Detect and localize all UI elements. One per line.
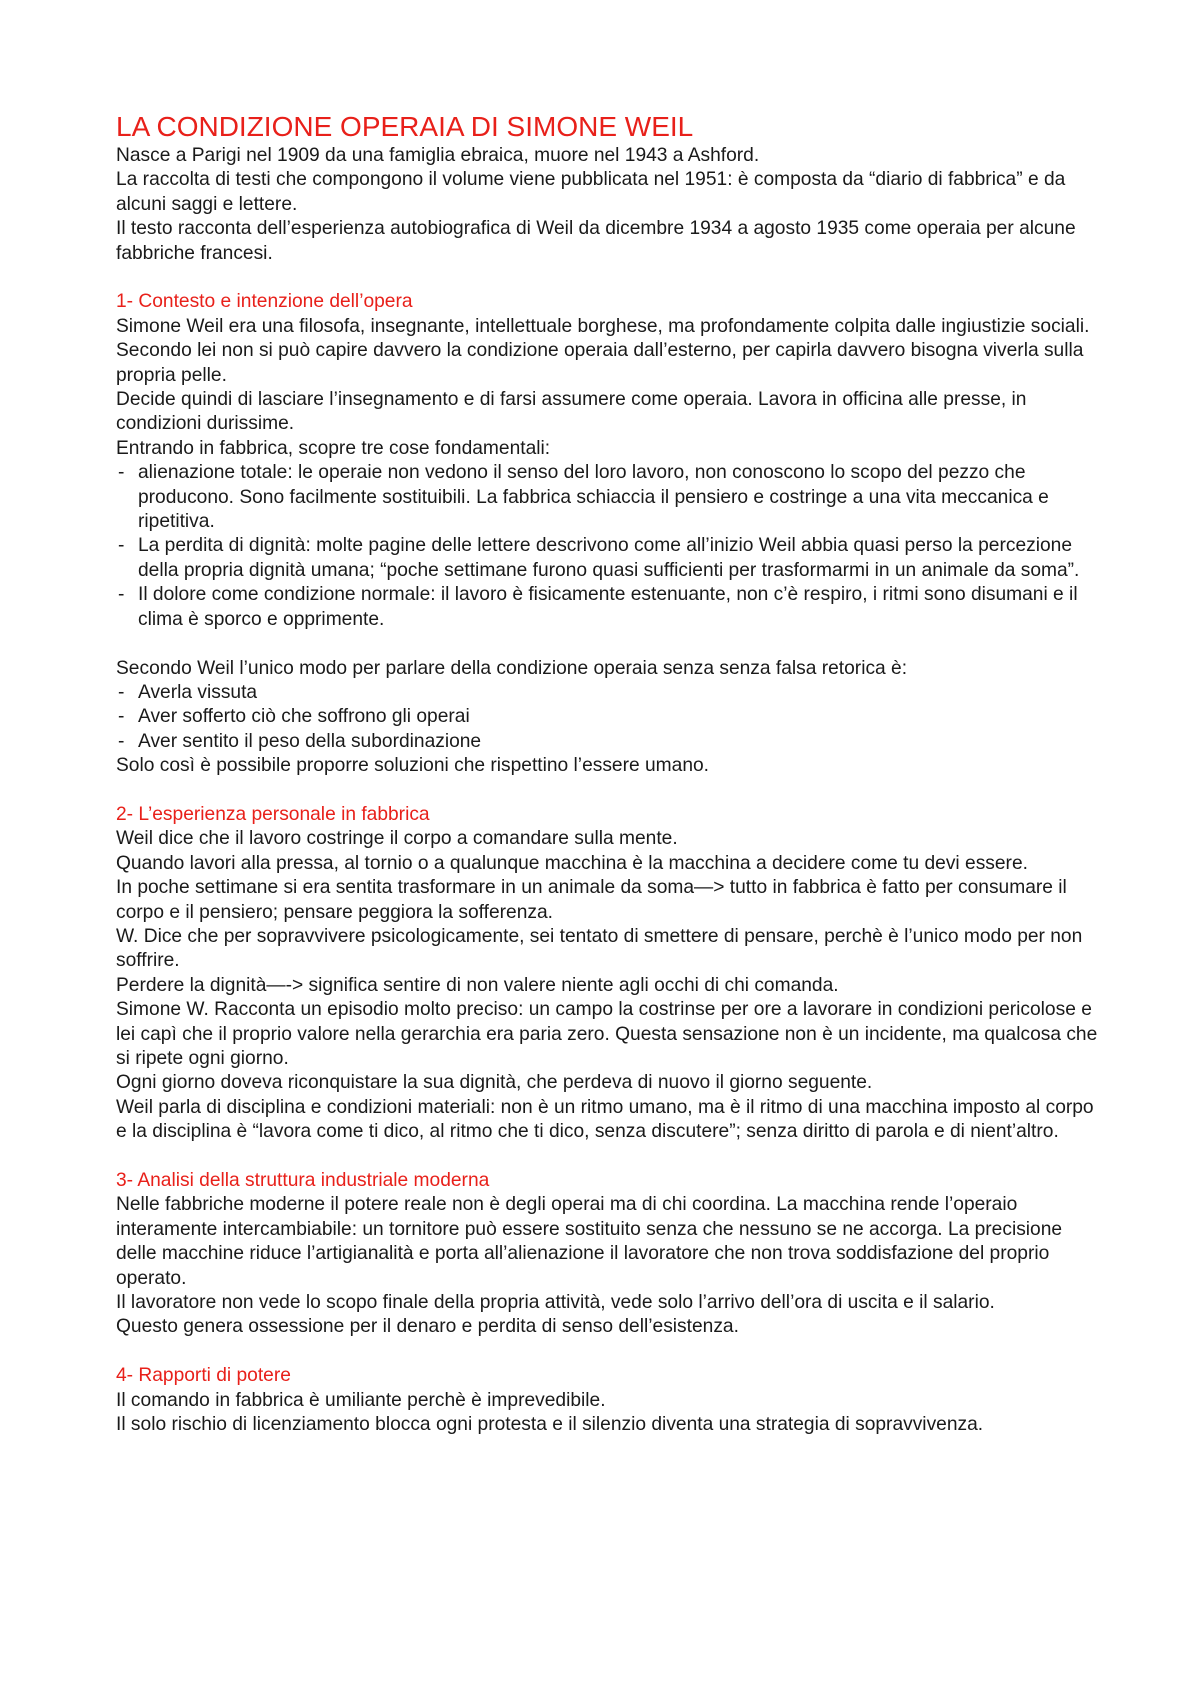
section-paragraph: Weil dice che il lavoro costringe il corpo a comandare sulla mente. bbox=[116, 828, 678, 850]
section-paragraph: Entrando in fabbrica, scopre tre cose fondamentali: bbox=[116, 437, 551, 459]
section-paragraph: Nelle fabbriche moderne il potere reale non è degli operai ma di chi coordina. La macchina rende l’operaio interamente intercambiabile: un tornitore può essere sostituito senza che nessuno se ne accorga. La precisione delle macchine riduce l’artigianalità e porta all’alienazione il lavoratore che non trova soddisfazione del proprio operato. bbox=[116, 1194, 1063, 1289]
section-heading: 3- Analisi della struttura industriale moderna bbox=[116, 1170, 490, 1191]
section-paragraph: Solo così è possibile proporre soluzioni che rispettino l’essere umano. bbox=[116, 755, 709, 777]
document-title: LA CONDIZIONE OPERAIA DI SIMONE WEIL bbox=[116, 111, 694, 142]
document-page bbox=[116, 112, 1106, 1437]
bullet-list bbox=[116, 681, 1106, 754]
list-item: - La perdita di dignità: molte pagine delle lettere descrivono come all’inizio Weil abbia quasi perso la percezione della propria dignità umana; “poche settimane furono quasi sufficienti per trasformarmi in un animale da soma”. bbox=[116, 534, 1106, 583]
section-paragraph: Secondo lei non si può capire davvero la condizione operaia dall’esterno, per capirla davvero bisogna viverla sulla propria pelle. bbox=[116, 340, 1084, 386]
intro-paragraph: La raccolta di testi che compongono il volume viene pubblicata nel 1951: è composta da “diario di fabbrica” e da alcuni saggi e lettere. bbox=[116, 169, 1066, 215]
section-heading: 2- L’esperienza personale in fabbrica bbox=[116, 803, 430, 825]
section-paragraph: W. Dice che per sopravvivere psicologicamente, sei tentato di smettere di pensare, perchè è l’unico modo per non soffrire. bbox=[116, 925, 1083, 972]
section-paragraph: Perdere la dignità—-> significa sentire di non valere niente agli occhi di chi comanda. bbox=[116, 974, 839, 996]
bullet-list bbox=[116, 461, 1106, 632]
list-item: - Aver sentito il peso della subordinazione bbox=[116, 730, 1106, 754]
section-paragraph: Il solo rischio di licenziamento blocca ogni protesta e il silenzio diventa una strategia di sopravvivenza. bbox=[116, 1414, 984, 1436]
section-paragraph: Ogni giorno doveva riconquistare la sua dignità, che perdeva di nuovo il giorno seguente. bbox=[116, 1072, 873, 1094]
section-heading: 4- Rapporti di potere bbox=[116, 1365, 291, 1387]
list-item: - alienazione totale: le operaie non vedono il senso del loro lavoro, non conoscono lo scopo del pezzo che producono. Sono facilmente sostituibili. La fabbrica schiaccia il pensiero e costringe a una vita meccanica e ripetitiva. bbox=[116, 461, 1106, 534]
list-item: - Il dolore come condizione normale: il lavoro è fisicamente estenuante, non c’è respiro, i ritmi sono disumani e il clima è sporco e opprimente. bbox=[116, 583, 1106, 632]
section-paragraph: Decide quindi di lasciare l’insegnamento e di farsi assumere come operaia. Lavora in officina alle presse, in condizioni durissime. bbox=[116, 389, 1027, 435]
section-paragraph: In poche settimane si era sentita trasformare in un animale da soma—> tutto in fabbrica è fatto per consumare il corpo e il pensiero; pensare peggiora la sofferenza. bbox=[116, 877, 1067, 923]
intro-paragraph: Nasce a Parigi nel 1909 da una famiglia ebraica, muore nel 1943 a Ashford. bbox=[116, 145, 760, 166]
list-item: - Aver sofferto ciò che soffrono gli operai bbox=[116, 705, 1106, 729]
section-paragraph: Questo genera ossessione per il denaro e perdita di senso dell’esistenza. bbox=[116, 1316, 739, 1338]
section-paragraph: Secondo Weil l’unico modo per parlare della condizione operaia senza senza falsa retorica è: bbox=[116, 657, 908, 679]
intro-paragraph: Il testo racconta dell’esperienza autobiografica di Weil da dicembre 1934 a agosto 1935 come operaia per alcune fabbriche francesi. bbox=[116, 218, 1076, 264]
section-paragraph: Weil parla di disciplina e condizioni materiali: non è un ritmo umano, ma è il ritmo di una macchina imposto al corpo e la disciplina è “lavora come ti dico, al ritmo che ti dico, senza discutere”; senza diritto di parola e di nient’altro. bbox=[116, 1096, 1094, 1143]
section-paragraph: Simone Weil era una filosofa, insegnante, intellettuale borghese, ma profondamente colpita dalle ingiustizie sociali. bbox=[116, 315, 1090, 337]
section-paragraph: Il lavoratore non vede lo scopo finale della propria attività, vede solo l’arrivo dell’ora di uscita e il salario. bbox=[116, 1292, 995, 1314]
section-paragraph: Il comando in fabbrica è umiliante perchè è imprevedibile. bbox=[116, 1389, 606, 1411]
section-paragraph: Quando lavori alla pressa, al tornio o a qualunque macchina è la macchina a decidere come tu devi essere. bbox=[116, 852, 1028, 874]
list-item: - Averla vissuta bbox=[116, 681, 1106, 705]
section-heading: 1- Contesto e intenzione dell’opera bbox=[116, 291, 413, 313]
section-paragraph: Simone W. Racconta un episodio molto preciso: un campo la costrinse per ore a lavorare in condizioni pericolose e lei capì che il proprio valore nella gerarchia era paria zero. Questa sensazione non è un incidente, ma qualcosa che si ripete ogni giorno. bbox=[116, 999, 1098, 1069]
